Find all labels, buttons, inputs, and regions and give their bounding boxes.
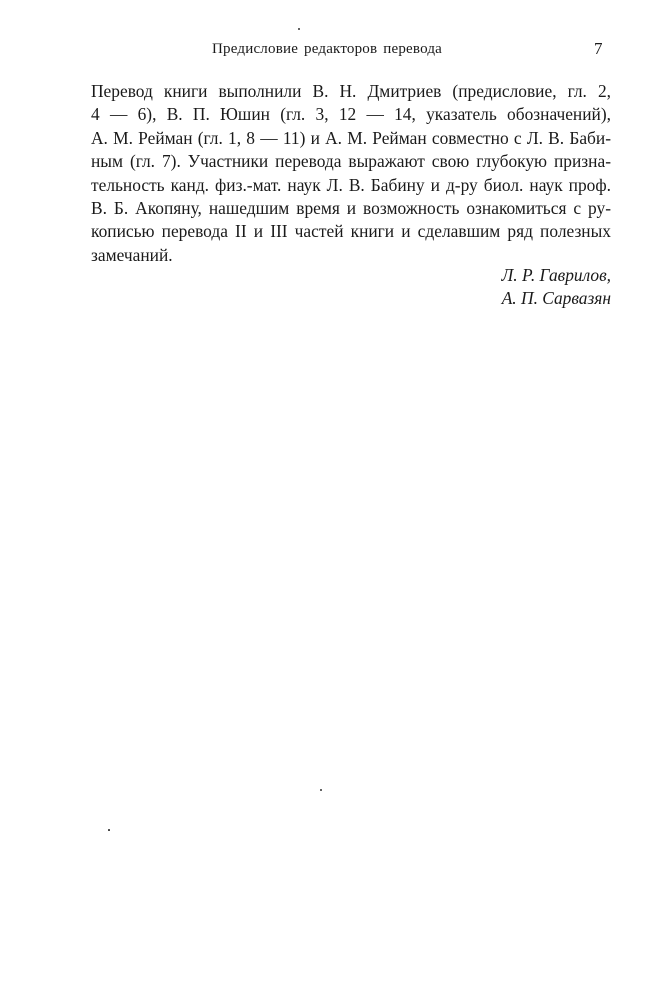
body-line: замечаний. [91,244,173,265]
body-line: ным (гл. 7). Участники перевода выражают свою глубокую призна- [91,151,611,172]
page-number: 7 [594,39,603,58]
scan-speck [320,789,322,791]
signature-block [501,264,611,311]
signature-name: А. П. Сарвазян [501,288,611,309]
body-paragraph [91,80,611,267]
body-line: 4 — 6), В. П. Юшин (гл. 3, 12 — 14, указатель обозначений), [91,104,611,125]
signature-name: Л. Р. Гаврилов, [501,265,611,285]
body-line: тельность канд. физ.-мат. наук Л. В. Бабину и д-ру биол. наук проф. [91,174,611,195]
scan-speck [108,829,110,831]
body-line: В. Б. Акопяну, нашедшим время и возможность ознакомиться с ру- [91,198,611,219]
body-line: Перевод книги выполнили В. Н. Дмитриев (предисловие, гл. 2, [91,81,611,101]
running-head: Предисловие редакторов перевода [212,41,443,57]
body-line: А. М. Рейман (гл. 1, 8 — 11) и А. М. Рейман совместно с Л. В. Баби- [91,127,611,148]
body-line: кописью перевода II и III частей книги и сделавшим ряд полезных [91,221,611,242]
scan-speck [298,28,300,30]
